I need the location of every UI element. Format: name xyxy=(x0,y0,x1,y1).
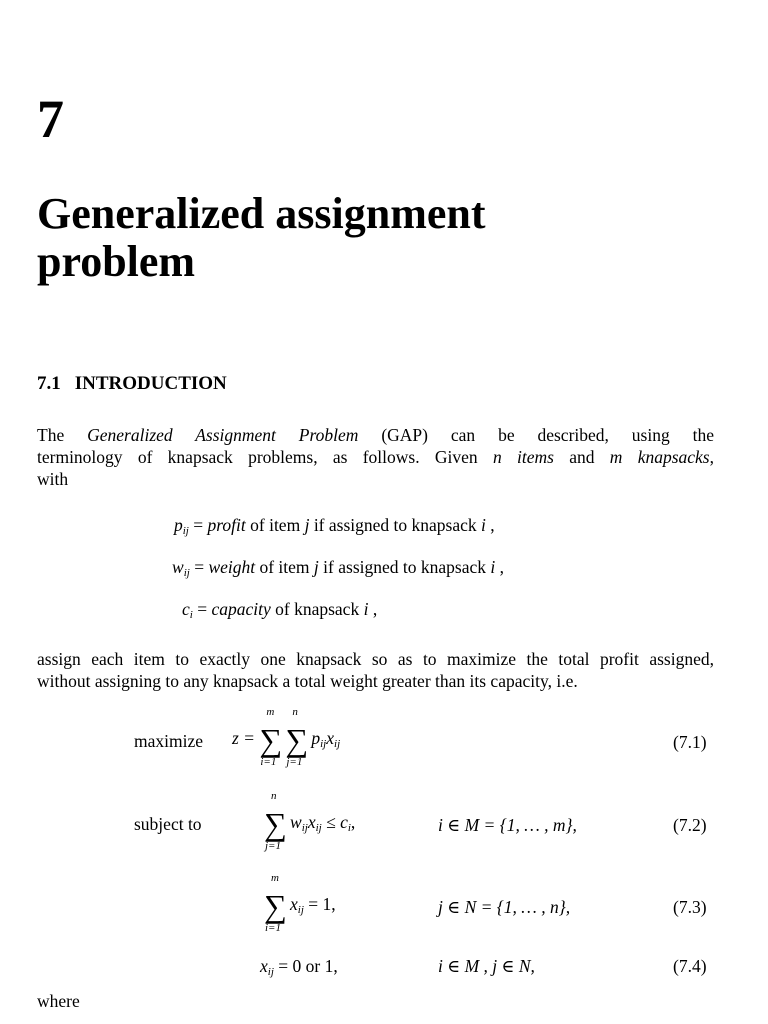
chapter-title-line1: Generalized assignment xyxy=(37,189,486,238)
sum-symbol-i-constraint: ∑ m i=1 xyxy=(264,872,287,934)
assignment-constraint: ∑ m i=1 $x_{ij} = 1$, xyxy=(264,872,336,934)
sum-symbol-j-constraint: ∑ n j=1 xyxy=(264,790,287,852)
section-heading xyxy=(37,373,227,395)
definition-capacity: $c_i$ = capacity of knapsack i , xyxy=(182,599,378,621)
sum-symbol-i: ∑ m i=1 xyxy=(259,706,283,768)
chapter-title xyxy=(37,190,737,286)
equation-number-7-1: (7.1) xyxy=(673,732,707,752)
maximize-label: maximize xyxy=(134,731,204,751)
intro-line-3: with xyxy=(37,469,69,489)
definition-weight: $w_{ij}$ = weight of item j if assigned to knapsack i , xyxy=(172,557,504,579)
intro-paragraph xyxy=(37,424,714,490)
subject-to-label: subject to xyxy=(134,814,202,834)
chapter-number: 7 xyxy=(37,89,64,149)
chapter-title-line2: problem xyxy=(37,237,196,286)
sum-symbol-j: ∑ n j=1 xyxy=(285,706,309,768)
constraint-domain-7-3: j ∈ N = {1, … , n}, xyxy=(438,897,571,917)
section-title: INTRODUCTION xyxy=(74,373,227,394)
constraint-domain-7-4: i ∈ M , j ∈ N, xyxy=(438,956,535,976)
intro-line-2: terminology of knapsack problems, as follows. Given n items and m knapsacks, xyxy=(37,447,714,467)
intro-line-1: The Generalized Assignment Problem (GAP) can be described, using the xyxy=(37,425,714,445)
binary-constraint: $x_{ij} = 0$ or 1, xyxy=(260,956,338,978)
equation-number-7-4: (7.4) xyxy=(673,956,707,976)
definition-profit: $p_{ij}$ = profit of item j if assigned to knapsack i , xyxy=(174,515,495,537)
equation-number-7-3: (7.3) xyxy=(673,897,707,917)
section-number: 7.1 xyxy=(37,373,61,394)
statement-line-2: without assigning to any knapsack a total weight greater than its capacity, i.e. xyxy=(37,671,578,691)
equation-number-7-2: (7.2) xyxy=(673,815,707,835)
problem-statement xyxy=(37,648,714,692)
objective-function: z = ∑ m i=1 ∑ n j=1 $p_{ij}x_{ij}$ xyxy=(232,706,341,768)
where-label: where xyxy=(37,991,80,1011)
capacity-constraint: ∑ n j=1 $w_{ij}x_{ij} \le c_i$, xyxy=(264,790,356,852)
statement-line-1: assign each item to exactly one knapsack so as to maximize the total profit assigned, xyxy=(37,649,714,669)
constraint-domain-7-2: i ∈ M = {1, … , m}, xyxy=(438,815,577,835)
